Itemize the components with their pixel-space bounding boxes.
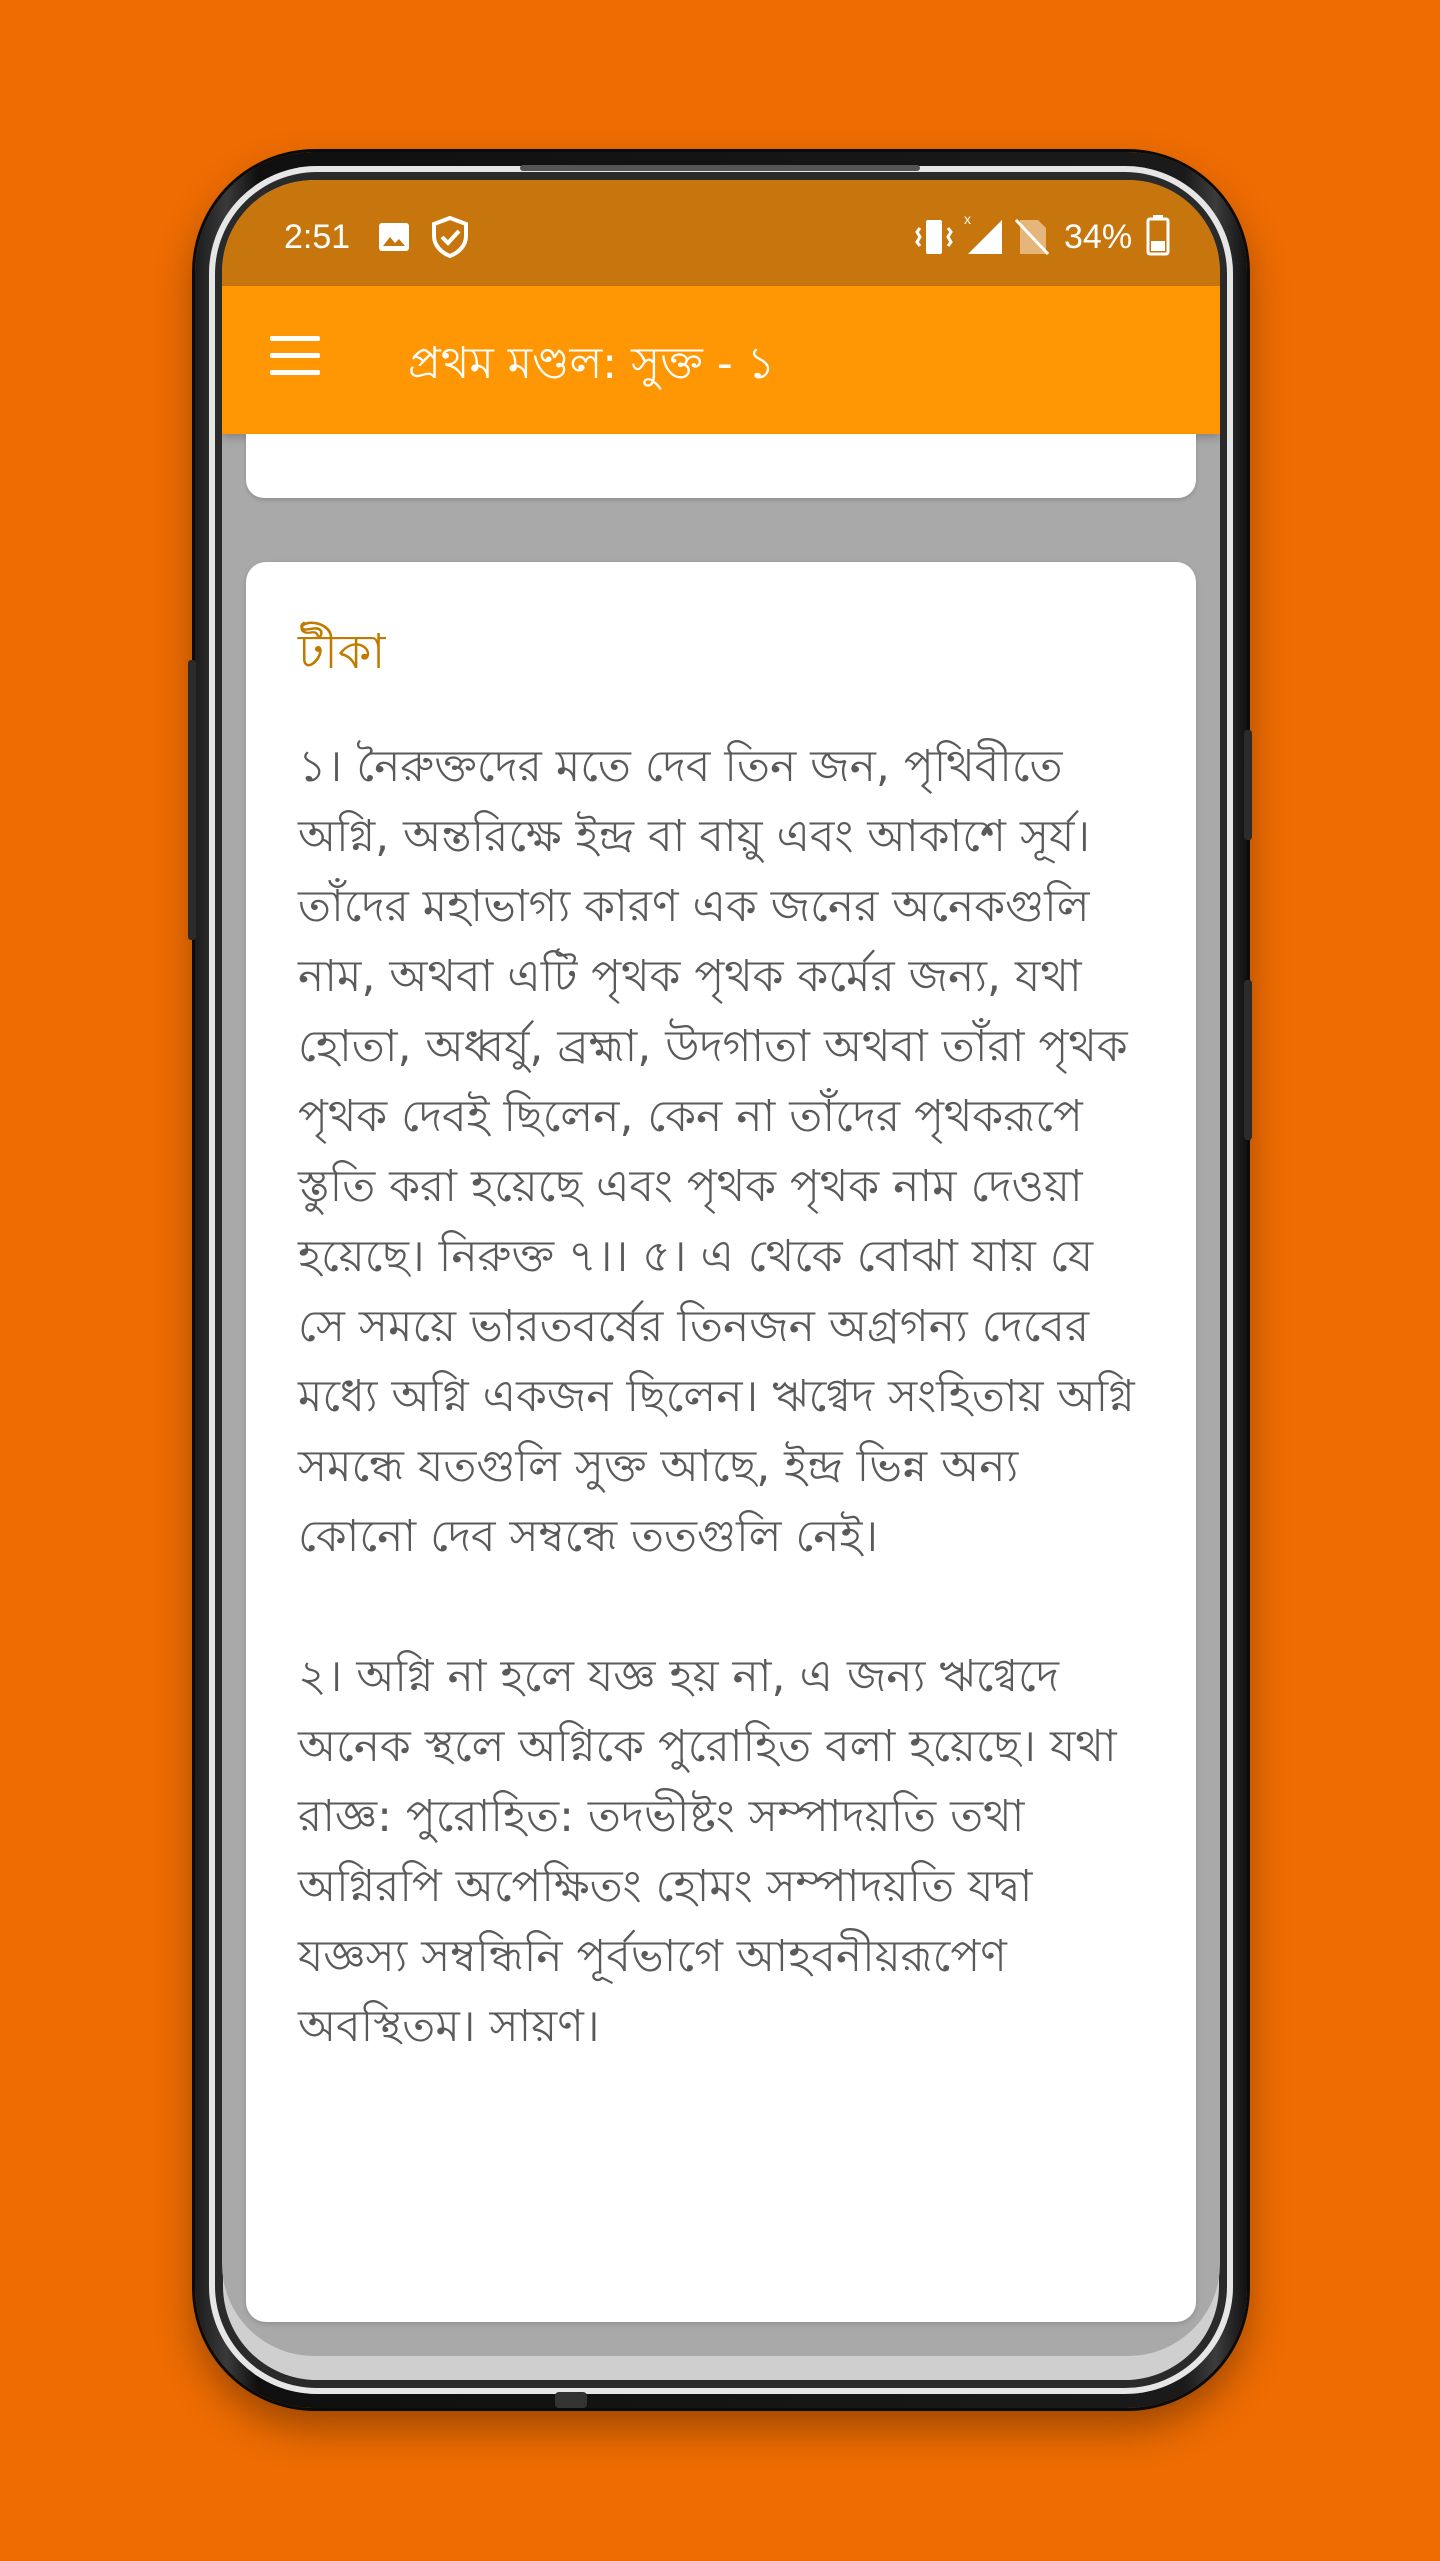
commentary-paragraph-1: ১। নৈরুক্তদের মতে দেব তিন জন, পৃথিবীতে অগ্নি, অন্তরিক্ষে ইন্দ্র বা বায়ু এবং আকাশে সূর্য। তাঁদের মহাভাগ্য কারণ এক জনের অনেকগুলি নাম, অথবা এটি পৃথক পৃথক কর্মের জন্য, যথা হোতা, অধ্বর্যু, ব্রহ্মা, উদগাতা অথবা তাঁরা পৃথক পৃথক দেবই ছিলেন, কেন না তাঁদের পৃথকরূপে স্তুতি করা হয়েছে এবং পৃথক পৃথক নাম দেওয়া হয়েছে। নিরুক্ত ৭।। ৫। এ থেকে বোঝা যায় যে সে সময়ে ভারতবর্ষের তিনজন অগ্রগন্য দেবের মধ্যে অগ্নি একজন ছিলেন। ঋগ্বেদ সংহিতায় অগ্নি সমন্ধে যতগুলি সুক্ত আছে, ইন্দ্র ভিন্ন অন্য কোনো দেব সম্বন্ধে ততগুলি নেই। (298, 741, 1135, 1562)
right-volume-button (1244, 980, 1252, 1140)
battery-icon (1146, 214, 1170, 265)
image-icon (378, 222, 410, 261)
battery-percent: 34% (1064, 218, 1133, 256)
status-time: 2:51 (284, 218, 351, 256)
svg-text:x: x (964, 211, 971, 227)
left-side-button (188, 660, 196, 940)
vibrate-icon (914, 218, 954, 265)
page-title: প্রথম মণ্ডল: সুক্ত - ১ (408, 338, 776, 389)
shield-check-icon (430, 216, 470, 267)
commentary-paragraph-2: ২। অগ্নি না হলে যজ্ঞ হয় না, এ জন্য ঋগ্বেদে অনেক স্থলে অগ্নিকে পুরোহিত বলা হয়েছে। যথা রাজ্ঞ: পুরোহিত: তদভীষ্টং সম্পাদয়তি তথা অগ্নিরপি অপেক্ষিতং হোমং সম্পাদয়তি যদ্বা যজ্ঞস্য সম্বন্ধিনি পূর্বভাগে আহবনীয়রূপেণ অবস্থিতম। সায়ণ। (298, 1651, 1117, 2052)
right-power-button (1244, 730, 1252, 840)
bottom-port (555, 2392, 587, 2408)
earpiece-speaker (520, 165, 920, 171)
app-bar (222, 286, 1220, 434)
commentary-card (246, 562, 1196, 2322)
commentary-heading: টীকা (298, 624, 386, 680)
commentary-body (298, 732, 1148, 2132)
menu-icon[interactable] (270, 336, 320, 376)
phone-screen (222, 180, 1220, 2356)
previous-card (246, 434, 1196, 498)
no-sim-icon (1014, 218, 1050, 265)
signal-icon (964, 210, 1006, 265)
status-bar (222, 180, 1220, 286)
